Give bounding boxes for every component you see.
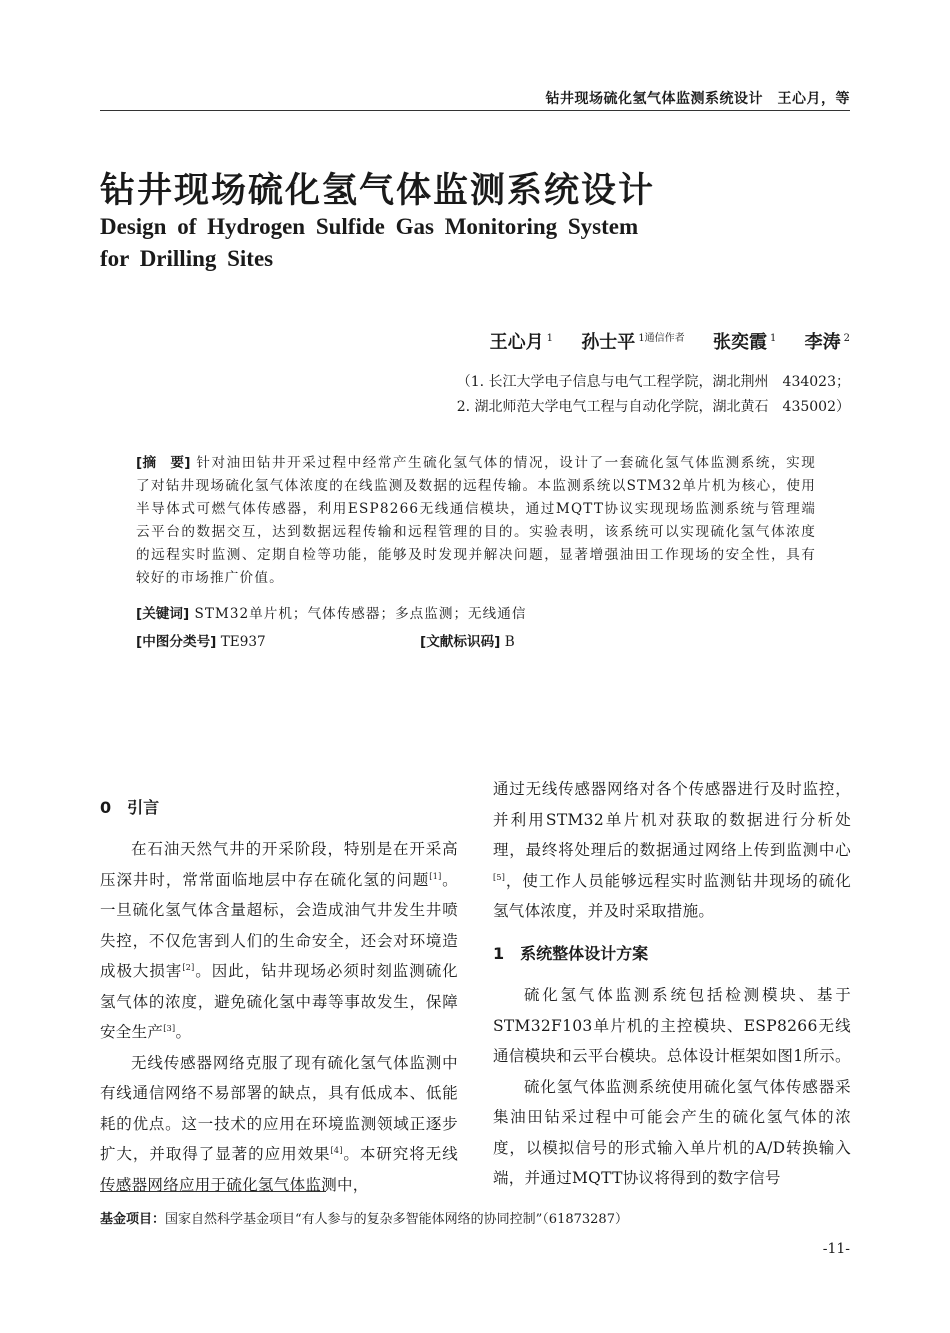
abstract [136,452,816,590]
column-right-top [493,774,851,927]
title-chinese: 钻井现场硫化氢气体监测系统设计 [100,171,656,211]
paragraph: 硫化氢气体监测系统包括检测模块、基于STM32F103单片机的主控模块、ESP8266无线通信模块和云平台模块。总体设计框架如图1所示。 [493,986,851,1065]
classification-number: [中图分类号] TE937 [136,634,266,650]
paragraph: 硫化氢气体监测系统使用硫化氢气体传感器采集油田钻采过程中可能会产生的硫化氢气体的浓度，以模拟信号的形式输入单片机的A/D转换输入端，并通过MQTT协议将得到的数字信号 [493,1077,851,1187]
citation-ref: [4] [330,1145,343,1155]
page-number: -11- [822,1241,850,1257]
column-right-bottom [493,980,851,1194]
author: 李涛 $^2$ [804,332,850,353]
header-rule [100,110,850,111]
paragraph: 通过无线传感器网络对各个传感器进行及时监控，并利用STM32单片机对获取的数据进行分析处理，最终将处理后的数据通过网络上传到监测中心[5]，使工作人员能够远程实时监测钻井现场的硫化氢气体浓度，并及时采取措施。 [493,780,851,920]
running-head: 钻井现场硫化氢气体监测系统设计 王心月，等 [545,91,850,107]
keywords-label: [关键词] [136,606,190,622]
abstract-label: [摘 要] [136,455,191,471]
keywords [136,602,526,622]
paragraph: 无线传感器网络克服了现有硫化氢气体监测中有线通信网络不易部署的缺点，具有低成本、低能耗的优点。这一技术的应用在环境监测领域正逐步扩大，并取得了显著的应用效果[4]。本研究将无线传感器网络应用于硫化氢气体监测中， [100,1053,459,1194]
affiliation-2: 2. 湖北师范大学电气工程与自动化学院，湖北黄石 435002） [456,399,850,415]
citation-ref: [2] [182,962,195,972]
section-1-heading: 1 系统整体设计方案 [493,944,649,963]
document-code: [文献标识码] B [420,634,515,650]
paragraph: 在石油天然气井的开采阶段，特别是在开采高压深井时，常常面临地层中存在硫化氢的问题[1]。一旦硫化氢气体含量超标，会造成油气井发生井喷失控，不仅危害到人们的生命安全，还会对环境造成极大损害[2]。因此，钻井现场必须时刻监测硫化氢气体的浓度，避免硫化氢中毒等事故发生，保障安全生产[3]。 [100,840,458,1041]
author: 王心月 $^1$ [489,332,554,353]
citation-ref: [5] [493,872,506,882]
keywords-text: STM32单片机；气体传感器；多点监测；无线通信 [194,606,527,622]
title-english: Design of Hydrogen Sulfide Gas Monitoring System for Drilling Sites [100,214,639,271]
citation-ref: [3] [163,1023,176,1033]
author-list [468,328,850,354]
section-0-heading: 0 引言 [100,798,160,817]
author: 张奕霞 $^1$ [712,332,777,353]
author: 孙士平 $^{1通信作者}$ [581,332,685,353]
funding-note: 基金项目：国家自然科学基金项目“有人参与的复杂多智能体网络的协同控制”（61873287） [100,1212,628,1227]
abstract-text: 针对油田钻井开采过程中经常产生硫化氢气体的情况，设计了一套硫化氢气体监测系统，实现了对钻井现场硫化氢气体浓度的在线监测及数据的远程传输。本监测系统以STM32单片机为核心，使用半导体式可燃气体传感器，利用ESP8266无线通信模块，通过MQTT协议实现现场监测系统与管理端云平台的数据交互，达到数据远程传输和远程管理的目的。实验表明，该系统可以实现硫化氢气体浓度的远程实时监测、定期自检等功能，能够及时发现并解决问题，显著增强油田工作现场的安全性，具有较好的市场推广价值。 [136,455,816,586]
column-left [100,834,458,1200]
affiliation-1: （1. 长江大学电子信息与电气工程学院，湖北荆州 434023； [456,374,850,390]
footnote-rule [100,1191,326,1192]
citation-ref: [1] [429,871,442,881]
